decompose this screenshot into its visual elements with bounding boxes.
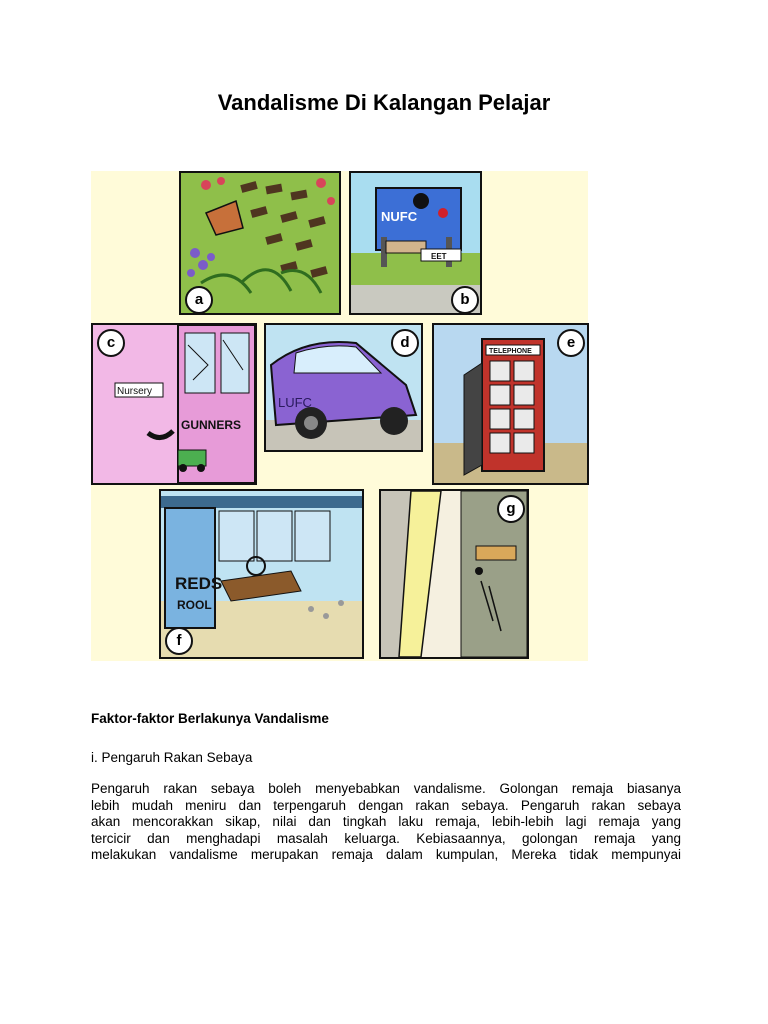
page-title: Vandalisme Di Kalangan Pelajar [217, 90, 551, 115]
label-c: c [97, 329, 125, 357]
panel-g-corridor [379, 489, 529, 659]
graffiti-d-lufc: LUFC [278, 395, 312, 410]
sign-b-street: EET [431, 252, 447, 261]
panel-d-car [264, 323, 423, 452]
panel-c-door [91, 323, 257, 485]
sign-b-graffiti: NUFC [381, 209, 418, 224]
label-b: b [451, 286, 479, 314]
label-a: a [185, 286, 213, 314]
subheading: i. Pengaruh Rakan Sebaya [91, 750, 253, 765]
label-e: e [557, 329, 585, 357]
panel-f-bus-shelter [159, 489, 364, 659]
paragraph-line: lebih mudah meniru dan terpengaruh dengan rakan sebaya. Pengaruh rakan sebaya [91, 797, 681, 813]
label-g: g [497, 495, 525, 523]
paragraph-line: melakukan vandalisme merupakan remaja dalam kumpulan, Mereka tidak mempunyai [91, 847, 681, 862]
section-heading: Faktor-faktor Berlakunya Vandalisme [91, 711, 329, 726]
paragraph-line: tercicir dan menghadapi masalah keluarga. Kebiasaannya, golongan remaja yang [91, 830, 681, 846]
graffiti-f-reds: REDS [175, 574, 223, 593]
panel-e-telephone [432, 323, 589, 485]
vandalism-illustration [91, 171, 588, 661]
paragraph-line: Pengaruh rakan sebaya boleh menyebabkan vandalisme. Golongan remaja biasanya [91, 781, 681, 796]
panel-b-sign [349, 171, 482, 315]
label-f: f [165, 627, 193, 655]
graffiti-f-rool: ROOL [177, 598, 212, 612]
body-paragraph [91, 781, 681, 864]
panel-a-garden [179, 171, 341, 315]
graffiti-c-gunners: GUNNERS [181, 418, 242, 432]
sign-c-nursery: Nursery [117, 386, 153, 397]
sign-e-telephone: TELEPHONE [489, 348, 532, 355]
paragraph-line: akan mencorakkan sikap, nilai dan tingkah laku remaja, lebih-lebih lagi remaja yang [91, 814, 681, 829]
label-d: d [391, 329, 419, 357]
